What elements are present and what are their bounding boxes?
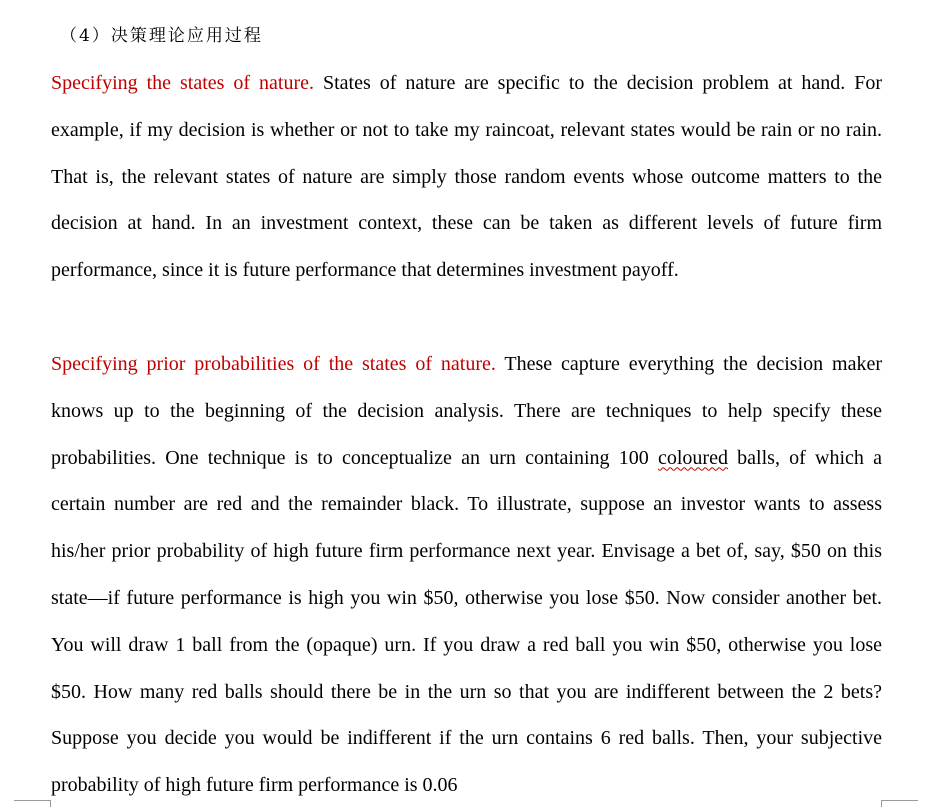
paragraph-body-states-of-nature: States of nature are specific to the decision problem at hand. For example, if my decision is whether or not to take my raincoat, relevant states would be rain or no rain. That is, the relevant states of nature are simply those random events whose outcome matters to the decision at hand. In an investment context, these can be taken as different levels of future firm performance, since it is future performance that determines investment payoff. bbox=[51, 72, 882, 282]
page-corner-mark-left bbox=[14, 800, 51, 807]
paragraph-body-part-1: These capture everything the decision maker knows up to the beginning of the decision analysis. There are techniques to help specify these probabilities. One technique is to conceptualize an urn containing 100 bbox=[51, 353, 882, 469]
paragraph-prior-probabilities bbox=[51, 341, 882, 809]
page-corner-mark-right bbox=[881, 800, 918, 807]
paragraph-body-part-2: balls, of which a certain number are red and the remainder black. To illustrate, suppose an investor wants to assess his/her prior probability of high future firm performance next year. Envisage a bet of, say, $50 on this state—if future performance is high you win $50, otherwise you lose $50. Now consider another bet. You will draw 1 ball from the (opaque) urn. If you draw a red ball you win $50, otherwise you lose $50. How many red balls should there be in the urn so that you are indifferent between the 2 bets? Suppose you decide you would be indifferent if the urn contains 6 red balls. Then, your subjective probability of high future firm performance is 0.06 bbox=[51, 446, 882, 797]
paragraph-lead-prior-probabilities: Specifying prior probabilities of the states of nature. bbox=[51, 353, 496, 375]
paragraph-states-of-nature bbox=[51, 60, 882, 294]
section-heading: （4）决策理论应用过程 bbox=[60, 26, 263, 46]
paragraph-lead-states-of-nature: Specifying the states of nature. bbox=[51, 72, 315, 94]
spellcheck-flagged-word[interactable]: coloured bbox=[657, 446, 728, 469]
